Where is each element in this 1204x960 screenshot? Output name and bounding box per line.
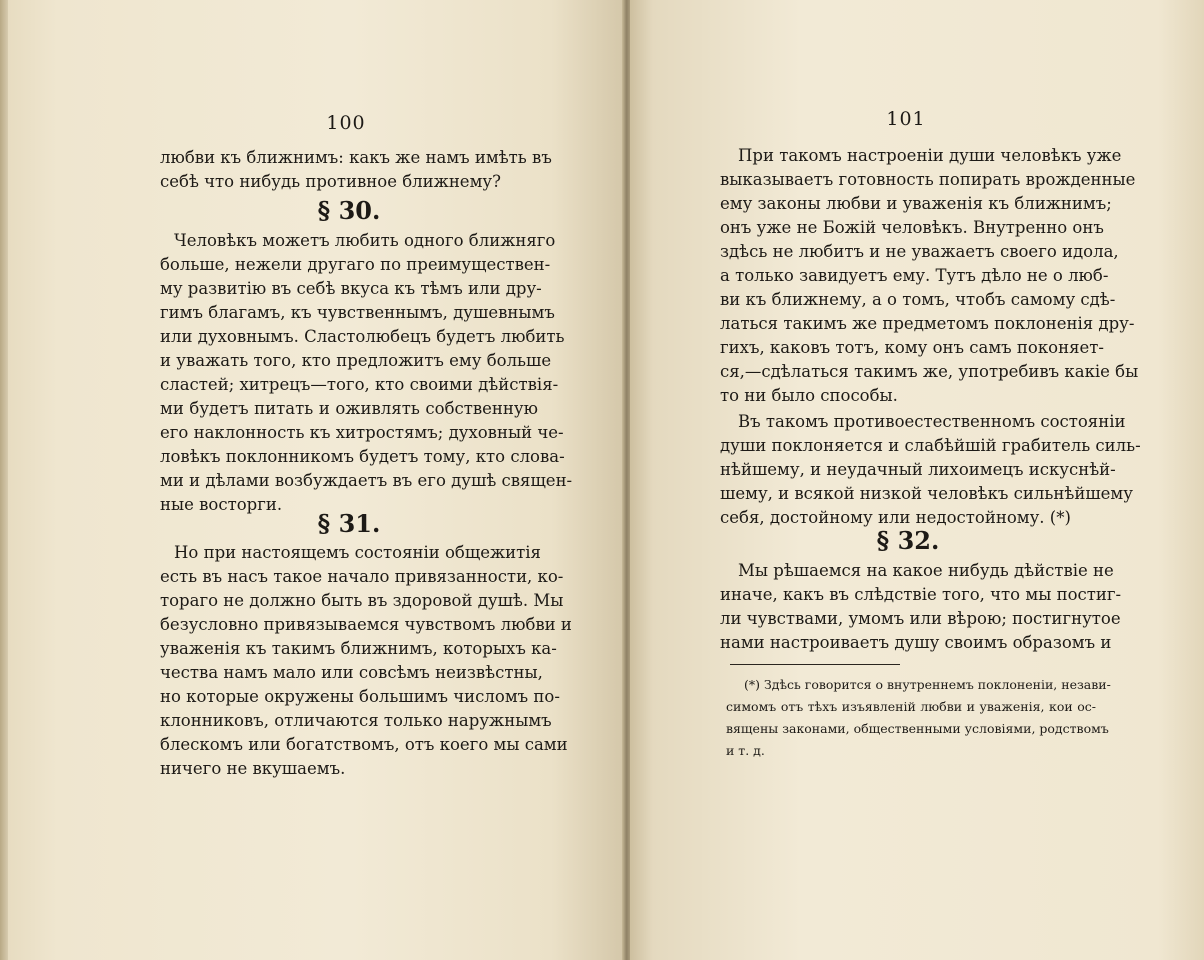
- footnote-line: вящены законами, общественными условіями, родствомъ: [726, 721, 1109, 736]
- text-line: его наклонность къ хитростямъ; духовный че-: [160, 423, 564, 442]
- text-line: Въ такомъ противоестественномъ состояніи: [738, 412, 1126, 431]
- page-number: 100: [326, 112, 366, 134]
- section-heading: § 31.: [317, 509, 381, 538]
- text-line: больше, нежели другаго по преимуществен-: [160, 255, 551, 274]
- text-line: блескомъ или богатствомъ, отъ коего мы сами: [160, 735, 568, 754]
- text-line: гимъ благамъ, къ чувственнымъ, душевнымъ: [160, 303, 555, 322]
- text-line: ми будетъ питать и оживлять собственную: [160, 399, 538, 418]
- text-line: то ни было способы.: [720, 386, 898, 405]
- text-line: есть въ насъ такое начало привязанности, ко-: [160, 567, 564, 586]
- page-edge: [0, 0, 8, 960]
- page-number: 101: [886, 108, 926, 130]
- text-line: нами настроиваетъ душу своимъ образомъ и: [720, 633, 1112, 652]
- text-line: онъ уже не Божій человѣкъ. Внутренно онъ: [720, 218, 1104, 237]
- text-line: ловѣкъ поклонникомъ будетъ тому, кто слова-: [160, 447, 565, 466]
- text-line: а только завидуетъ ему. Тутъ дѣло не о люб-: [720, 266, 1109, 285]
- section-heading: § 30.: [317, 196, 381, 225]
- text-line: здѣсь не любитъ и не уважаетъ своего идола,: [720, 242, 1119, 261]
- footnote-line: и т. д.: [726, 743, 765, 758]
- text-line: Мы рѣшаемся на какое нибудь дѣйствіе не: [738, 561, 1114, 580]
- text-line: тораго не должно быть въ здоровой душѣ. Мы: [160, 591, 564, 610]
- text-line: себѣ что нибудь противное ближнему?: [160, 172, 501, 191]
- footnote-line: (*) Здѣсь говорится о внутреннемъ поклоненіи, незави-: [744, 677, 1111, 692]
- text-line: ли чувствами, умомъ или вѣрою; постигнутое: [720, 609, 1121, 628]
- text-line: ся,—сдѣлаться такимъ же, употребивъ какіе бы: [720, 362, 1139, 381]
- text-line: но которые окружены большимъ числомъ по-: [160, 687, 560, 706]
- left-page: [8, 0, 625, 960]
- text-line: души поклоняется и слабѣйшій грабитель силь-: [720, 436, 1141, 455]
- text-line: нѣйшему, и неудачный лихоимецъ искуснѣй-: [720, 460, 1116, 479]
- text-line: или духовнымъ. Сластолюбецъ будетъ любить: [160, 327, 565, 346]
- text-line: му развитію въ себѣ вкуса къ тѣмъ или дру-: [160, 279, 542, 298]
- text-line: Но при настоящемъ состояніи общежитія: [174, 543, 541, 562]
- text-line: выказываетъ готовность попирать врожденные: [720, 170, 1136, 189]
- text-line: латься такимъ же предметомъ поклоненія дру-: [720, 314, 1135, 333]
- text-line: При такомъ настроеніи души человѣкъ уже: [738, 146, 1122, 165]
- footnote-line: симомъ отъ тѣхъ изъявленій любви и уваженія, кои ос-: [726, 699, 1096, 714]
- text-line: Человѣкъ можетъ любить одного ближняго: [174, 231, 556, 250]
- text-line: уваженія къ такимъ ближнимъ, которыхъ ка-: [160, 639, 557, 658]
- text-line: ему законы любви и уваженія къ ближнимъ;: [720, 194, 1112, 213]
- text-line: шему, и всякой низкой человѣкъ сильнѣйшему: [720, 484, 1133, 503]
- text-line: клонниковъ, отличаются только наружнымъ: [160, 711, 552, 730]
- text-line: ми и дѣлами возбуждаетъ въ его душѣ священ-: [160, 471, 573, 490]
- text-line: гихъ, каковъ тотъ, кому онъ самъ поконяет-: [720, 338, 1104, 357]
- text-line: безусловно привязываемся чувствомъ любви и: [160, 615, 572, 634]
- text-line: ные восторги.: [160, 495, 283, 514]
- right-page: [630, 0, 1204, 960]
- section-heading: § 32.: [876, 526, 940, 555]
- text-line: любви къ ближнимъ: какъ же намъ имѣть въ: [160, 148, 552, 167]
- text-line: иначе, какъ въ слѣдствіе того, что мы постиг-: [720, 585, 1122, 604]
- text-line: ничего не вкушаемъ.: [160, 759, 346, 778]
- text-line: сластей; хитрецъ—того, кто своими дѣйствія-: [160, 375, 559, 394]
- text-line: ви къ ближнему, а о томъ, чтобъ самому сдѣ-: [720, 290, 1116, 309]
- footnote-divider: [730, 664, 900, 665]
- text-line: чества намъ мало или совсѣмъ неизвѣстны,: [160, 663, 543, 682]
- text-line: себя, достойному или недостойному. (*): [720, 508, 1071, 527]
- text-line: и уважать того, кто предложитъ ему больше: [160, 351, 552, 370]
